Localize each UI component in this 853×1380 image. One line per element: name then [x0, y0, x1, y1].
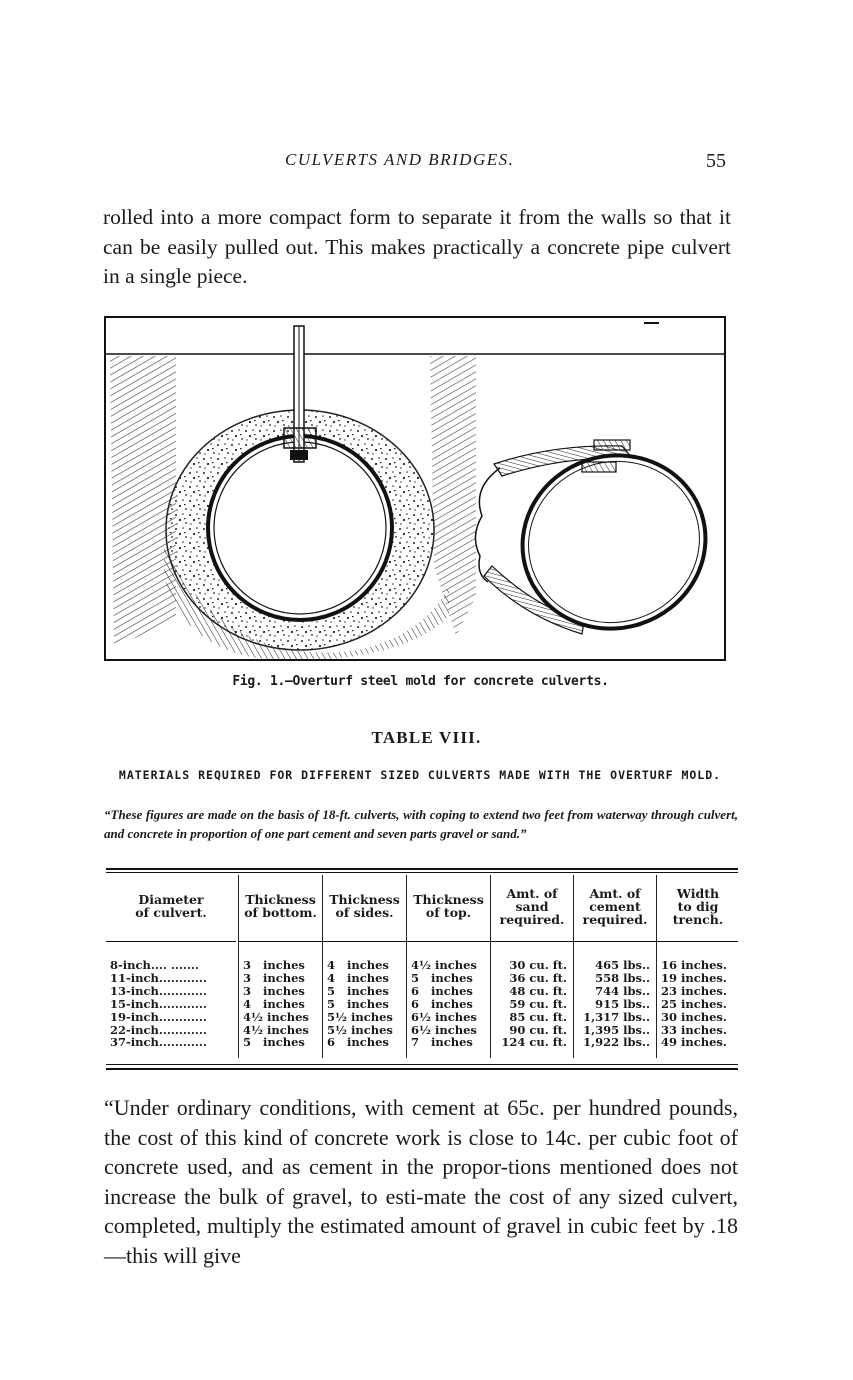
header-diameter: Diameter of culvert. [135, 892, 207, 920]
table-cell: 4½ inches [411, 958, 477, 972]
table-cell: 19-inch............ [110, 1009, 207, 1024]
column-cells [407, 959, 490, 1049]
table-cell: 37-inch............ [110, 1035, 207, 1050]
table-cell: 6 inches [411, 996, 473, 1011]
table-cell: 30 cu. ft. [509, 958, 567, 972]
table-cell: 30 inches. [661, 1009, 727, 1024]
page-number: 55 [706, 150, 726, 172]
table-cell: 13-inch............ [110, 983, 207, 998]
table-cell: 4 inches [327, 958, 389, 972]
materials-table [106, 868, 738, 1073]
table-cell: 6½ inches [411, 1009, 477, 1024]
table-cell: 1,922 lbs.. [583, 1035, 650, 1050]
table-cell: 3 inches [243, 958, 305, 972]
table-cell: 90 cu. ft. [509, 1022, 567, 1037]
clamp-block [284, 428, 316, 448]
left-earth [110, 356, 176, 646]
table-cell: 6 inches [327, 1035, 389, 1050]
col-bottom [238, 875, 322, 1058]
table-cell: 33 inches. [661, 1022, 727, 1037]
header-width: Width to dig trench. [672, 885, 724, 927]
table-cell: 6½ inches [411, 1022, 477, 1037]
table-cell: 1,395 lbs.. [583, 1022, 650, 1037]
col-width [656, 875, 739, 1058]
table-cell: 3 inches [243, 970, 305, 985]
column-cells [657, 959, 739, 1049]
table-cell: 465 lbs.. [595, 958, 650, 972]
mold-ring-inner [214, 442, 386, 614]
table-cell: 59 cu. ft. [509, 996, 567, 1011]
table-cell: 3 inches [243, 983, 305, 998]
figure-caption: Fig. 1.—Overturf steel mold for concrete culverts. [232, 674, 609, 689]
table-cell: 85 cu. ft. [509, 1009, 567, 1024]
col-sand [490, 875, 573, 1058]
table-cell: 8-inch.... ....... [110, 958, 199, 972]
header-cement: Amt. of cement required. [582, 885, 648, 927]
table-cell: 49 inches. [661, 1035, 727, 1050]
table-subtitle: MATERIALS REQUIRED FOR DIFFERENT SIZED CULVERTS MADE WITH THE OVERTURF MOLD. [118, 768, 722, 782]
column-cells [106, 959, 236, 1049]
table-cell: 36 cu. ft. [509, 970, 567, 985]
latch-top [594, 440, 630, 450]
table-cell: 124 cu. ft. [501, 1035, 567, 1050]
header-sand: Amt. of sand required. [499, 885, 565, 927]
latch-lower [582, 462, 616, 472]
table-cell: 4½ inches [243, 1022, 309, 1037]
col-top [406, 875, 490, 1058]
paragraph-bottom: “Under ordinary conditions, with cement at 65c. per hundred pounds, the cost of this kind of concrete work is close to 14c. per cubic foot of concrete used, and as cement in the propor-tions mentioned does not increase the bulk of gravel, to esti-mate the cost of any sized culvert, completed, multiply the estimated amount of gravel in cubic feet by .18—this will give [104, 1095, 738, 1268]
table-cell: 4½ inches [243, 1009, 309, 1024]
table-cell: 744 lbs.. [595, 983, 650, 998]
table-cell: 7 inches [411, 1035, 473, 1050]
table-cell: 25 inches. [661, 996, 727, 1011]
mold-shell-edge [475, 468, 500, 582]
column-cells [491, 959, 573, 1049]
col-sides [322, 875, 406, 1058]
running-head: CULVERTS AND BRIDGES. [285, 150, 515, 169]
header-bottom: Thickness of bottom. [244, 892, 317, 920]
table-cell: 11-inch............ [110, 970, 207, 985]
table-note: “These figures are made on the basis of 18-ft. culverts, with coping to extend two feet from waterway through culvert, and concrete in proportion of one part cement and seven parts gravel or sand.” [104, 807, 738, 841]
header-sides: Thickness of sides. [329, 892, 400, 920]
table-cell: 1,317 lbs.. [583, 1009, 650, 1024]
table-cell: 5 inches [243, 1035, 305, 1050]
table-cell: 22-inch............ [110, 1022, 207, 1037]
culvert-mold-drawing [104, 316, 728, 664]
table-cell: 15-inch............ [110, 996, 207, 1011]
header-top: Thickness of top. [413, 892, 484, 920]
table-cell: 6 inches [411, 983, 473, 998]
table-cell: 19 inches. [661, 970, 727, 985]
column-cells [239, 959, 322, 1049]
col-diameter [106, 875, 236, 1058]
right-earth [430, 356, 476, 636]
table-cell: 16 inches. [661, 958, 727, 972]
table-cell: 915 lbs.. [595, 996, 650, 1011]
table-cell: 5 inches [327, 983, 389, 998]
table-title: TABLE VIII. [371, 728, 482, 747]
figure-illustration [104, 316, 728, 664]
table-cell: 48 cu. ft. [509, 983, 567, 998]
table-cell: 4 inches [243, 996, 305, 1011]
table-cell: 5 inches [411, 970, 473, 985]
column-cells [574, 959, 656, 1049]
table-cell: 5½ inches [327, 1022, 393, 1037]
table-cell: 4 inches [327, 970, 389, 985]
table-cell: 5 inches [327, 996, 389, 1011]
table-cell: 5½ inches [327, 1009, 393, 1024]
table-cell: 23 inches. [661, 983, 727, 998]
col-cement [573, 875, 656, 1058]
paragraph-top: rolled into a more compact form to separate it from the walls so that it can be easily pulled out. This makes practically a concrete pipe culvert in a single piece. [103, 205, 731, 288]
column-cells [323, 959, 406, 1049]
table-cell: 558 lbs.. [595, 970, 650, 985]
